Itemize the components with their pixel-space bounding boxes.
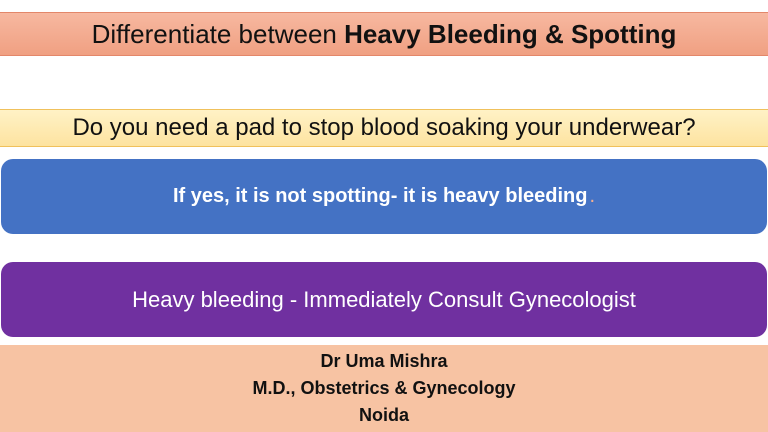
advice-box: [1, 262, 767, 337]
title-emphasis: Heavy Bleeding & Spotting: [344, 18, 677, 49]
question-banner: [0, 109, 768, 147]
title-banner: [0, 12, 768, 56]
advice-text: Heavy bleeding - Immediately Consult Gynecologist: [132, 286, 636, 312]
author-location: Noida: [358, 405, 409, 425]
title-prefix: Differentiate between: [91, 18, 345, 49]
answer-text: If yes, it is not spotting- it is heavy bleeding: [172, 185, 588, 207]
answer-box: [1, 159, 767, 234]
question-text: Do you need a pad to stop blood soaking your underwear?: [72, 114, 696, 141]
author-qualification: M.D., Obstetrics & Gynecology: [252, 378, 516, 398]
author-footer: [0, 345, 768, 432]
author-name: Dr Uma Mishra: [320, 351, 448, 371]
answer-trailing-period: .: [589, 185, 596, 207]
